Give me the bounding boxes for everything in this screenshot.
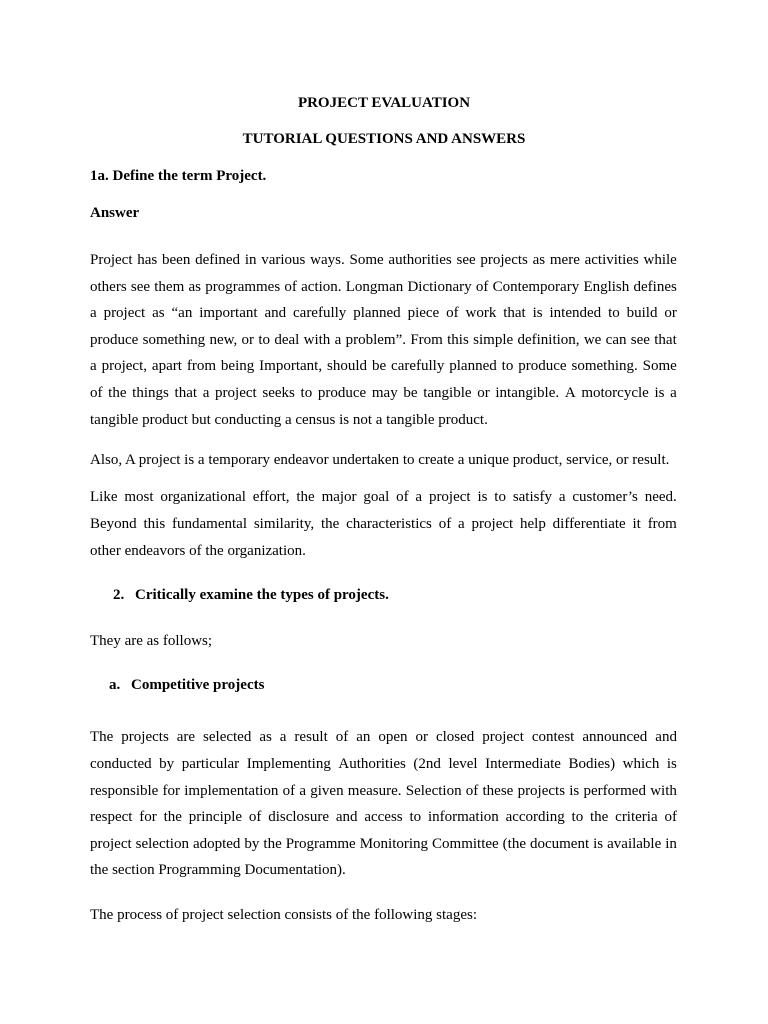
document-subtitle: TUTORIAL QUESTIONS AND ANSWERS [242,131,526,147]
paragraph-line: tangible product but conducting a census is not a tangible product. [90,412,488,428]
paragraph-line: conducted by particular Implementing Authorities (2nd level Intermediate Bodies) which is [90,756,677,772]
list-letter: a. [109,677,121,693]
paragraph-line: respect for the principle of disclosure and access to information according to the criteria of [90,809,677,825]
paragraph-line: a project, apart from being Important, should be carefully planned to produce something. Some [90,358,677,374]
paragraph-line: project selection adopted by the Programme Monitoring Committee (the document is available in [90,836,677,852]
answer-label: Answer [90,205,140,221]
paragraph-line: produce something new, or to deal with a problem”. From this simple definition, we can see that [90,332,677,348]
paragraph-line: The projects are selected as a result of an open or closed project contest announced and [90,729,677,745]
paragraph-line: Project has been defined in various ways. Some authorities see projects as mere activities while [90,252,677,268]
subheading-a-text: Competitive projects [131,677,265,693]
question-2-text: Critically examine the types of projects. [135,587,389,603]
paragraph-line: Also, A project is a temporary endeavor undertaken to create a unique product, service, or result. [90,452,670,468]
paragraph-line: others see them as programmes of action. Longman Dictionary of Contemporary English defines [90,279,677,295]
paragraph-line: Like most organizational effort, the major goal of a project is to satisfy a customer’s need. [90,489,677,505]
question-2 [113,586,389,604]
paragraph-line: The process of project selection consists of the following stages: [90,907,477,923]
list-number: 2. [113,587,125,603]
paragraph-line: responsible for implementation of a given measure. Selection of these projects is performed with [90,783,677,799]
follows-text: They are as follows; [90,633,213,649]
paragraph-line: other endeavors of the organization. [90,543,306,559]
question-1a: 1a. Define the term Project. [90,168,267,184]
paragraph-line: a project as “an important and carefully planned piece of work that is intended to build or [90,305,677,321]
paragraph-line: Beyond this fundamental similarity, the characteristics of a project help differentiate it from [90,516,677,532]
paragraph-line: of the things that a project seeks to produce may be tangible or intangible. A motorcycle is a [90,385,677,401]
document-title: PROJECT EVALUATION [297,95,471,111]
subheading-a [109,676,264,694]
paragraph-line: the section Programming Documentation). [90,862,346,878]
